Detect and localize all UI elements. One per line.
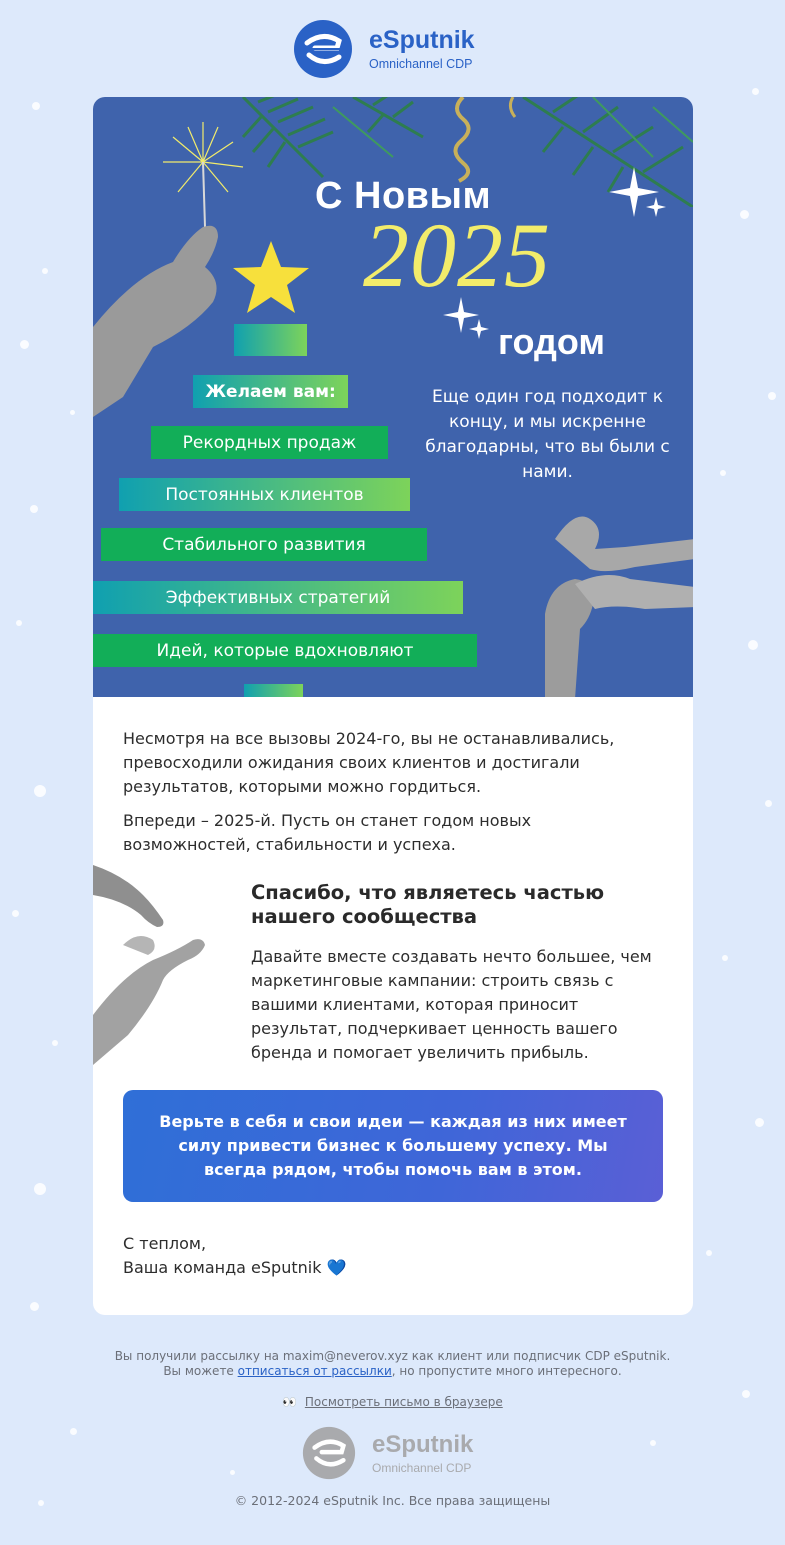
signature-greeting: С теплом, xyxy=(123,1234,207,1253)
esputnik-logo-icon xyxy=(302,1426,356,1480)
wish-item: Эффективных стратегий xyxy=(93,581,463,614)
subscription-note xyxy=(105,1349,680,1379)
view-in-browser xyxy=(0,1395,785,1409)
copyright: © 2012-2024 eSputnik Inc. Все права защищены xyxy=(234,1493,551,1508)
hero-banner xyxy=(93,97,693,697)
header-logo[interactable] xyxy=(293,18,503,80)
heart-hands-illustration xyxy=(535,509,693,697)
motivation-banner xyxy=(123,1090,663,1202)
wish-item: Идей, которые вдохновляют xyxy=(93,634,477,667)
footer-brand-tagline: Omnichannel CDP xyxy=(372,1460,472,1475)
hero-title: С Новым xyxy=(315,175,492,217)
hero-note: Еще один год подходит к концу, и мы искренне благодарны, что вы были с нами. xyxy=(425,387,670,482)
email-card xyxy=(93,97,693,1315)
subscription-note-tail: , но пропустите много интересного. xyxy=(391,1364,622,1378)
motivation-text: Верьте в себя и свои идеи — каждая из них имеет силу привести бизнес к большему успеху. Мы всегда рядом, чтобы помочь вам в этом. xyxy=(159,1112,627,1179)
signature xyxy=(123,1232,346,1280)
footer-logo[interactable] xyxy=(302,1425,502,1481)
wish-header: Желаем вам: xyxy=(193,375,348,408)
unsubscribe-link[interactable]: отписаться от рассылки xyxy=(237,1364,392,1378)
wish-item: Рекордных продаж xyxy=(151,426,388,459)
esputnik-logo-icon xyxy=(293,19,353,79)
sparkle-icon xyxy=(609,167,669,227)
brand-tagline: Omnichannel CDP xyxy=(369,56,473,71)
tree-top-block xyxy=(234,324,307,356)
intro-paragraph: Несмотря на все вызовы 2024-го, вы не останавливались, превосходили ожидания своих клиентов и достигали результатов, которыми можно гордиться. xyxy=(123,729,615,796)
tree-trunk-block xyxy=(244,684,303,697)
pinching-hands-illustration xyxy=(93,865,223,1070)
eyes-icon: 👀 xyxy=(282,1395,298,1409)
thanks-heading: Спасибо, что являетесь частью нашего сообщества xyxy=(251,881,605,928)
thanks-paragraph: Давайте вместе создавать нечто большее, чем маркетинговые кампании: строить связь с вашими клиентами, которая приносит результат, подчеркивает ценность вашего бренда и помогает увеличить прибыль. xyxy=(251,947,652,1062)
view-in-browser-link[interactable]: Посмотреть письмо в браузере xyxy=(304,1395,503,1409)
footer-brand-name: eSputnik xyxy=(372,1430,474,1458)
brand-name: eSputnik xyxy=(369,25,475,54)
wish-item: Постоянных клиентов xyxy=(119,478,410,511)
star-icon xyxy=(231,237,311,317)
hero-subtitle: годом xyxy=(498,321,606,362)
subscription-note-text: Вы получили рассылку на maxim@neverov.xyz как клиент или подписчик CDP eSputnik. Вы можете xyxy=(114,1349,671,1378)
future-paragraph: Впереди – 2025-й. Пусть он станет годом новых возможностей, стабильности и успеха. xyxy=(123,811,532,854)
signature-team: Ваша команда eSputnik 💙 xyxy=(123,1258,347,1277)
wish-item: Стабильного развития xyxy=(101,528,427,561)
hero-year: 2025 xyxy=(363,204,551,306)
